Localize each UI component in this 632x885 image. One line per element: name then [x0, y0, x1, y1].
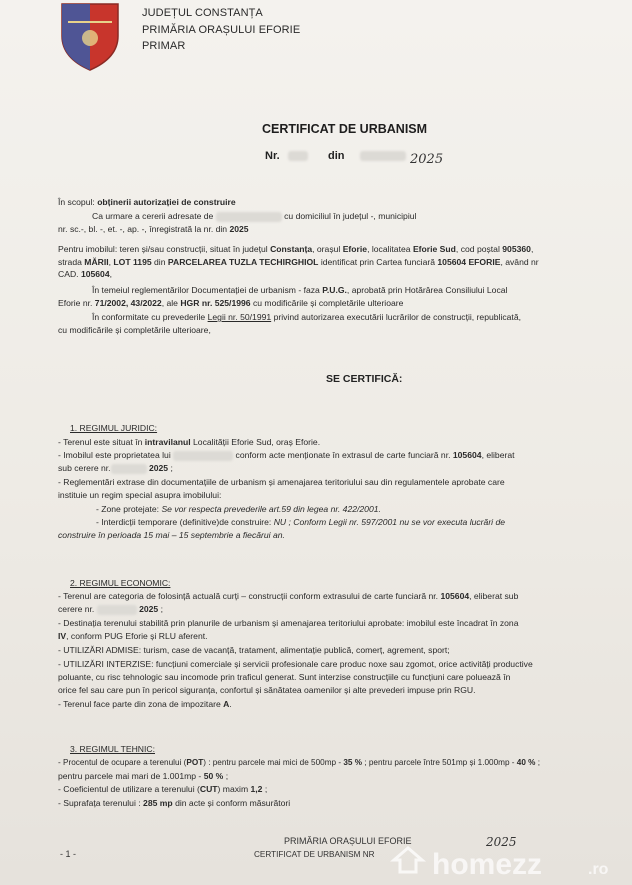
- homezz-watermark: [388, 832, 632, 885]
- economic-line-7: poluante, cu risc tehnologic sau incomode prin traficul generat. Sunt interzise construcțiile cu funcțiuni care poluează în: [58, 672, 511, 682]
- footer-handwritten-year: 2025: [486, 835, 517, 849]
- watermark-brand: homezz: [432, 848, 543, 881]
- watermark-suffix: .ro: [588, 861, 609, 878]
- tehnic-line-3: - Coeficientul de utilizare a terenului (CUT) maxim 1,2 ;: [58, 784, 268, 794]
- request-line-2: nr. sc.-, bl. -, et. -, ap. -, înregistrată la nr. din 2025: [58, 224, 249, 234]
- juridic-line-4: - Reglementări extrase din documentațiile de urbanism și amenajarea teritoriului sau din regulamentele aprobate care: [58, 477, 505, 487]
- basis-line-1: În temeiul reglementărilor Documentației de urbanism - faza P.U.G., aprobată prin Hotărârea Consiliului Local: [92, 285, 508, 295]
- tehnic-line-1: - Procentul de ocupare a terenului (POT) : pentru parcele mai mici de 500mp - 35 % ; pentru parcele între 501mp și 1.000mp - 40 % ;: [58, 758, 541, 767]
- header-role: PRIMAR: [142, 40, 186, 52]
- economic-line-8: orice fel sau care pun în pericol siguranța, confortul și sănătatea oamenilor și alte prevederi impuse prin RGU.: [58, 685, 476, 695]
- juridic-line-1: - Terenul este situat în intravilanul Localității Eforie Sud, oraș Eforie.: [58, 437, 321, 447]
- property-line: Pentru imobilul: teren și/sau construcții, situat în județul Constanța, orașul Eforie, localitatea Eforie Sud, cod poștal 905360,: [58, 244, 534, 254]
- header-office: PRIMĂRIA ORAȘULUI EFORIE: [142, 24, 301, 36]
- header-county: JUDEȚUL CONSTANȚA: [142, 7, 263, 19]
- scope-line: În scopul: obținerii autorizației de construire: [58, 197, 236, 207]
- watermark-logo-icon: [394, 848, 422, 872]
- footer-office: PRIMĂRIA ORAȘULUI EFORIE: [284, 836, 412, 846]
- coat-of-arms-icon: [58, 2, 122, 72]
- certifies-heading: SE CERTIFICĂ:: [326, 373, 403, 385]
- juridic-line-5: instituie un regim special asupra imobilului:: [58, 490, 222, 500]
- basis-line-2: Eforie nr. 71/2002, 43/2022, ale HGR nr. 525/1996 cu modificările și completările ulterioare: [58, 298, 404, 308]
- economic-line-6: - UTILIZĂRI INTERZISE: funcțiuni comerciale și servicii profesionale care produc noxe sau zgomot, orice activități productive: [58, 659, 533, 669]
- juridic-line-7: - Interdicții temporare (definitive)de construire: NU ; Conform Legii nr. 597/2001 nu se vor executa lucrări de: [96, 517, 506, 527]
- date-label: din: [328, 150, 345, 162]
- section-economic-heading: 2. REGIMUL ECONOMIC:: [70, 578, 171, 588]
- juridic-line-6: - Zone protejate: Se vor respecta prevederile art.59 din legea nr. 422/2001.: [96, 504, 381, 514]
- section-tehnic-heading: 3. REGIMUL TEHNIC:: [70, 744, 155, 754]
- juridic-line-3: sub cerere nr. 2025 ;: [58, 463, 173, 473]
- conform-line-2: cu modificările și completările ulterioare,: [58, 325, 211, 335]
- redacted-date: [360, 151, 406, 161]
- request-line-1: Ca urmare a cererii adresate de cu domiciliul în județul -, municipiul: [92, 211, 417, 221]
- redacted-number: [288, 151, 308, 161]
- conform-line-1: În conformitate cu prevederile Legii nr. 50/1991 privind autorizarea executării lucrărilor de construcții, republicată,: [92, 312, 521, 322]
- footer-cert-label: CERTIFICAT DE URBANISM NR: [254, 850, 375, 859]
- section-juridic-heading: 1. REGIMUL JURIDIC:: [70, 423, 158, 433]
- economic-line-4: IV, conform PUG Eforie și RLU aferent.: [58, 631, 208, 641]
- economic-line-3: - Destinația terenului stabilită prin planurile de urbanism și amenajarea teritoriului aprobate: imobilul este încadrat în zona: [58, 618, 519, 628]
- juridic-line-8: construire în perioada 15 mai – 15 septembrie a fiecărui an.: [58, 530, 285, 540]
- juridic-line-2: - Imobilul este proprietatea lui conform acte menționate în extrasul de carte funciară nr. 105604, eliberat: [58, 450, 515, 460]
- economic-line-9: - Terenul face parte din zona de impozitare A.: [58, 699, 232, 709]
- street-line: strada MĂRII, LOT 1195 din PARCELAREA TUZLA TECHIRGHIOL identificat prin Cartea funciară 105604 EFORIE, având nr: [58, 257, 539, 267]
- document-title: CERTIFICAT DE URBANISM: [262, 122, 428, 136]
- economic-line-2: cerere nr. 2025 ;: [58, 604, 163, 614]
- tehnic-line-2: pentru parcele mai mari de 1.001mp - 50 % ;: [58, 771, 229, 781]
- number-label: Nr.: [265, 150, 280, 162]
- cad-line: CAD. 105604,: [58, 269, 113, 279]
- page-number: - 1 -: [60, 849, 77, 859]
- economic-line-1: - Terenul are categoria de folosință actuală curți – construcții conform extrasului de carte funciară nr. 105604, eliberat sub: [58, 591, 519, 601]
- economic-line-5: - UTILIZĂRI ADMISE: turism, case de vacanță, tratament, alimentație publică, comerț, agrement, sport;: [58, 645, 450, 655]
- tehnic-line-4: - Suprafața terenului : 285 mp din acte și conform măsurători: [58, 798, 291, 808]
- handwritten-year: 2025: [410, 152, 444, 167]
